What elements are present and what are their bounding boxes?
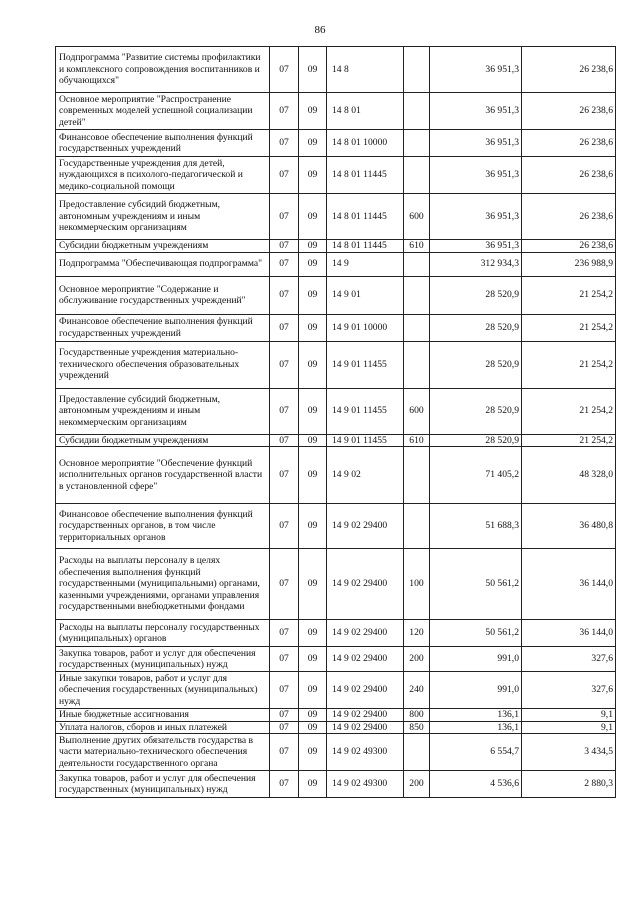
table-row (56, 130, 616, 157)
row-target-article: 14 9 02 29400 (327, 504, 404, 549)
row-amount-1: 36 951,3 (430, 130, 522, 157)
row-target-article: 14 9 01 11455 (327, 388, 404, 434)
row-subsection: 09 (299, 276, 327, 314)
row-section: 07 (270, 620, 299, 647)
page-number: 86 (314, 24, 326, 36)
row-target-article: 14 8 (327, 47, 404, 93)
row-target-article: 14 9 02 29400 (327, 721, 404, 734)
row-target-article: 14 9 01 11455 (327, 341, 404, 388)
row-subsection: 09 (299, 240, 327, 253)
row-target-article: 14 9 02 29400 (327, 549, 404, 620)
row-amount-1: 136,1 (430, 721, 522, 734)
row-amount-1: 28 520,9 (430, 434, 522, 447)
row-subsection: 09 (299, 721, 327, 734)
row-amount-2: 36 480,8 (522, 504, 616, 549)
row-expense-type: 100 (404, 549, 430, 620)
row-amount-1: 991,0 (430, 672, 522, 709)
row-amount-1: 991,0 (430, 647, 522, 672)
row-amount-2: 9,1 (522, 709, 616, 722)
row-target-article: 14 9 01 10000 (327, 314, 404, 341)
row-target-article: 14 9 01 (327, 276, 404, 314)
row-name: Основное мероприятие "Распространение современных моделей успешной социализации детей" (56, 93, 270, 130)
row-section: 07 (270, 734, 299, 771)
row-section: 07 (270, 549, 299, 620)
row-subsection: 09 (299, 620, 327, 647)
row-subsection: 09 (299, 157, 327, 194)
row-section: 07 (270, 647, 299, 672)
row-amount-1: 50 561,2 (430, 620, 522, 647)
row-subsection: 09 (299, 341, 327, 388)
row-target-article: 14 9 02 29400 (327, 709, 404, 722)
table-row (56, 93, 616, 130)
row-expense-type (404, 341, 430, 388)
row-name: Предоставление субсидий бюджетным, автономным учреждениям и иным некоммерческим организациям (56, 388, 270, 434)
row-expense-type: 610 (404, 240, 430, 253)
row-section: 07 (270, 771, 299, 798)
table-row (56, 314, 616, 341)
row-target-article: 14 9 02 49300 (327, 734, 404, 771)
row-section: 07 (270, 240, 299, 253)
row-expense-type (404, 252, 430, 276)
row-expense-type (404, 47, 430, 93)
table-row (56, 734, 616, 771)
row-section: 07 (270, 434, 299, 447)
table-row (56, 252, 616, 276)
row-subsection: 09 (299, 130, 327, 157)
row-name: Основное мероприятие "Содержание и обслуживание государственных учреждений" (56, 276, 270, 314)
row-amount-1: 36 951,3 (430, 47, 522, 93)
table-row (56, 240, 616, 253)
row-target-article: 14 9 02 29400 (327, 672, 404, 709)
row-amount-1: 28 520,9 (430, 341, 522, 388)
row-section: 07 (270, 194, 299, 240)
row-name: Подпрограмма "Развитие системы профилактики и комплексного сопровождения воспитанников и обучающихся" (56, 47, 270, 93)
row-section: 07 (270, 388, 299, 434)
row-section: 07 (270, 709, 299, 722)
row-amount-1: 4 536,6 (430, 771, 522, 798)
row-amount-1: 36 951,3 (430, 93, 522, 130)
row-section: 07 (270, 252, 299, 276)
table-row (56, 276, 616, 314)
row-subsection: 09 (299, 434, 327, 447)
table-row (56, 194, 616, 240)
row-amount-2: 327,6 (522, 647, 616, 672)
row-amount-2: 3 434,5 (522, 734, 616, 771)
row-name: Расходы на выплаты персоналу государственных (муниципальных) органов (56, 620, 270, 647)
row-section: 07 (270, 341, 299, 388)
row-target-article: 14 8 01 (327, 93, 404, 130)
row-target-article: 14 9 (327, 252, 404, 276)
row-subsection: 09 (299, 93, 327, 130)
row-expense-type (404, 447, 430, 504)
table-row (56, 504, 616, 549)
row-name: Финансовое обеспечение выполнения функций государственных органов, в том числе территориальных органов (56, 504, 270, 549)
row-subsection: 09 (299, 388, 327, 434)
row-subsection: 09 (299, 47, 327, 93)
row-name: Финансовое обеспечение выполнения функций государственных учреждений (56, 314, 270, 341)
row-name: Расходы на выплаты персоналу в целях обеспечения выполнения функций государственными (муниципальными) органами, казенными учреждениями, органами управления государственными внебюджетными фондами (56, 549, 270, 620)
row-target-article: 14 9 02 29400 (327, 620, 404, 647)
row-amount-1: 28 520,9 (430, 314, 522, 341)
row-target-article: 14 8 01 11445 (327, 240, 404, 253)
row-target-article: 14 9 02 (327, 447, 404, 504)
table-row (56, 709, 616, 722)
row-name: Государственные учреждения для детей, нуждающихся в психолого-педагогической и медико-социальной помощи (56, 157, 270, 194)
row-amount-1: 136,1 (430, 709, 522, 722)
row-subsection: 09 (299, 504, 327, 549)
row-name: Предоставление субсидий бюджетным, автономным учреждениям и иным некоммерческим организациям (56, 194, 270, 240)
row-amount-2: 26 238,6 (522, 47, 616, 93)
row-subsection: 09 (299, 734, 327, 771)
row-section: 07 (270, 721, 299, 734)
row-section: 07 (270, 47, 299, 93)
table-row (56, 388, 616, 434)
row-section: 07 (270, 93, 299, 130)
row-amount-2: 21 254,2 (522, 276, 616, 314)
row-amount-2: 2 880,3 (522, 771, 616, 798)
row-name: Государственные учреждения материально-технического обеспечения образовательных учреждений (56, 341, 270, 388)
row-amount-2: 36 144,0 (522, 549, 616, 620)
row-name: Закупка товаров, работ и услуг для обеспечения государственных (муниципальных) нужд (56, 771, 270, 798)
row-expense-type: 600 (404, 388, 430, 434)
table-row (56, 620, 616, 647)
row-amount-1: 36 951,3 (430, 240, 522, 253)
row-expense-type (404, 130, 430, 157)
row-expense-type (404, 157, 430, 194)
row-subsection: 09 (299, 771, 327, 798)
row-expense-type: 240 (404, 672, 430, 709)
row-expense-type: 800 (404, 709, 430, 722)
row-target-article: 14 9 02 29400 (327, 647, 404, 672)
row-amount-2: 21 254,2 (522, 314, 616, 341)
table-row (56, 47, 616, 93)
row-amount-2: 36 144,0 (522, 620, 616, 647)
row-amount-1: 312 934,3 (430, 252, 522, 276)
row-subsection: 09 (299, 647, 327, 672)
row-expense-type: 200 (404, 771, 430, 798)
row-subsection: 09 (299, 194, 327, 240)
row-amount-1: 28 520,9 (430, 276, 522, 314)
row-section: 07 (270, 672, 299, 709)
row-amount-2: 26 238,6 (522, 157, 616, 194)
row-subsection: 09 (299, 672, 327, 709)
row-amount-1: 50 561,2 (430, 549, 522, 620)
budget-table (55, 46, 616, 798)
row-amount-1: 51 688,3 (430, 504, 522, 549)
row-name: Выполнение других обязательств государства в части материально-технического обеспечения деятельности государственного органа (56, 734, 270, 771)
row-expense-type: 610 (404, 434, 430, 447)
row-expense-type (404, 734, 430, 771)
row-section: 07 (270, 314, 299, 341)
row-expense-type: 850 (404, 721, 430, 734)
row-name: Субсидии бюджетным учреждениям (56, 240, 270, 253)
row-name: Уплата налогов, сборов и иных платежей (56, 721, 270, 734)
row-expense-type (404, 93, 430, 130)
table-row (56, 771, 616, 798)
row-amount-2: 327,6 (522, 672, 616, 709)
row-subsection: 09 (299, 447, 327, 504)
row-amount-2: 21 254,2 (522, 388, 616, 434)
row-section: 07 (270, 157, 299, 194)
row-target-article: 14 9 02 49300 (327, 771, 404, 798)
table-row (56, 434, 616, 447)
row-name: Субсидии бюджетным учреждениям (56, 434, 270, 447)
table-row (56, 647, 616, 672)
table-row (56, 447, 616, 504)
row-section: 07 (270, 504, 299, 549)
row-amount-2: 26 238,6 (522, 93, 616, 130)
row-name: Основное мероприятие "Обеспечение функций исполнительных органов государственной власти в установленной сфере" (56, 447, 270, 504)
row-amount-2: 236 988,9 (522, 252, 616, 276)
row-expense-type (404, 276, 430, 314)
row-name: Финансовое обеспечение выполнения функций государственных учреждений (56, 130, 270, 157)
row-amount-2: 26 238,6 (522, 130, 616, 157)
row-amount-2: 26 238,6 (522, 194, 616, 240)
row-section: 07 (270, 130, 299, 157)
row-amount-2: 48 328,0 (522, 447, 616, 504)
row-expense-type: 200 (404, 647, 430, 672)
row-target-article: 14 9 01 11455 (327, 434, 404, 447)
row-subsection: 09 (299, 314, 327, 341)
row-amount-2: 9,1 (522, 721, 616, 734)
table-row (56, 721, 616, 734)
row-expense-type (404, 314, 430, 341)
row-subsection: 09 (299, 709, 327, 722)
row-amount-2: 21 254,2 (522, 434, 616, 447)
row-amount-1: 6 554,7 (430, 734, 522, 771)
row-name: Закупка товаров, работ и услуг для обеспечения государственных (муниципальных) нужд (56, 647, 270, 672)
table-row (56, 672, 616, 709)
row-expense-type: 600 (404, 194, 430, 240)
row-amount-1: 71 405,2 (430, 447, 522, 504)
table-row (56, 341, 616, 388)
row-expense-type (404, 504, 430, 549)
row-section: 07 (270, 276, 299, 314)
row-amount-1: 28 520,9 (430, 388, 522, 434)
row-subsection: 09 (299, 549, 327, 620)
row-amount-1: 36 951,3 (430, 194, 522, 240)
row-target-article: 14 8 01 11445 (327, 194, 404, 240)
row-target-article: 14 8 01 10000 (327, 130, 404, 157)
row-subsection: 09 (299, 252, 327, 276)
row-target-article: 14 8 01 11445 (327, 157, 404, 194)
table-row (56, 549, 616, 620)
row-amount-1: 36 951,3 (430, 157, 522, 194)
row-name: Подпрограмма "Обеспечивающая подпрограмма" (56, 252, 270, 276)
row-amount-2: 21 254,2 (522, 341, 616, 388)
row-expense-type: 120 (404, 620, 430, 647)
row-section: 07 (270, 447, 299, 504)
row-name: Иные бюджетные ассигнования (56, 709, 270, 722)
row-name: Иные закупки товаров, работ и услуг для обеспечения государственных (муниципальных) нужд (56, 672, 270, 709)
table-row (56, 157, 616, 194)
row-amount-2: 26 238,6 (522, 240, 616, 253)
